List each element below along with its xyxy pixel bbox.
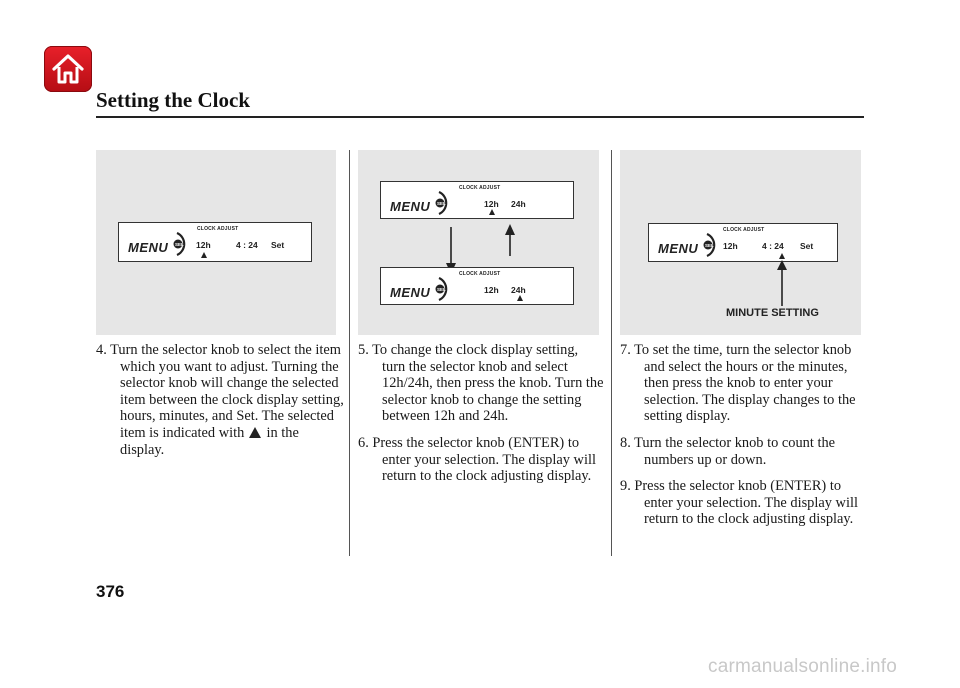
display-header: CLOCK ADJUST [723, 227, 765, 233]
step-5: 5. To change the clock display setting, turn the selector knob and select 12h/24h, then press the knob. Turn the selector knob to change the setting between 12h and 24h. [358, 342, 604, 425]
selection-indicator [489, 209, 495, 215]
display-menu-label: MENU [390, 199, 431, 214]
display-header: CLOCK ADJUST [459, 185, 501, 191]
time-value: 4 : 24 [236, 240, 258, 250]
knob-label: SEL [437, 201, 446, 206]
selector-knob-icon [171, 231, 195, 257]
column-divider [611, 150, 612, 556]
illustration-panel [96, 150, 336, 335]
step-4-text-end: in the display. [120, 424, 299, 458]
instructions-col2 [358, 342, 604, 495]
instructions-col1 [96, 342, 344, 468]
display-header: CLOCK ADJUST [197, 226, 239, 232]
title-rule [96, 116, 864, 118]
watermark: carmanualsonline.info [708, 656, 898, 677]
knob-label: SEL [175, 242, 184, 247]
column-divider [349, 150, 350, 556]
display-menu-label: MENU [658, 241, 699, 256]
callout-arrow-icon [776, 260, 788, 306]
selection-indicator [779, 253, 785, 259]
clock-display [648, 223, 838, 262]
step-9: 9. Press the selector knob (ENTER) to enter your selection. The display will return to the clock adjusting display. [620, 478, 858, 528]
selector-knob-icon [433, 190, 457, 216]
display-menu-label: MENU [128, 240, 169, 255]
format-24h: 24h [511, 199, 526, 209]
indicator-triangle-icon [249, 427, 261, 438]
minute-setting-label: MINUTE SETTING [726, 307, 819, 319]
instructions-col3 [620, 342, 866, 538]
illustration-panel [620, 150, 861, 335]
clock-display-top [380, 181, 574, 219]
selection-indicator [517, 295, 523, 301]
home-icon [50, 51, 86, 87]
step-4 [96, 342, 344, 458]
time-value: 4 : 24 [762, 241, 784, 251]
illustration-panel [358, 150, 599, 335]
clock-display-bottom [380, 267, 574, 305]
display-menu-label: MENU [390, 285, 431, 300]
page-number: 376 [96, 582, 125, 601]
display-header: CLOCK ADJUST [459, 271, 501, 277]
format-12h: 12h [723, 241, 738, 251]
format-24h: 24h [511, 285, 526, 295]
knob-label: SEL [437, 287, 446, 292]
home-button[interactable] [44, 46, 92, 92]
step-6: 6. Press the selector knob (ENTER) to enter your selection. The display will return to the clock adjusting display. [358, 434, 596, 485]
page-title: Setting the Clock [96, 88, 250, 112]
format-12h: 12h [484, 199, 499, 209]
set-label: Set [271, 240, 285, 250]
knob-label: SEL [705, 243, 714, 248]
selector-knob-icon [433, 276, 457, 302]
step-8: 8. Turn the selector knob to count the numbers up or down. [620, 434, 836, 468]
selector-knob-icon [701, 232, 725, 258]
format-12h: 12h [484, 285, 499, 295]
arrow-up-icon [504, 224, 516, 256]
format-12h: 12h [196, 240, 211, 250]
clock-display [118, 222, 312, 262]
step-4-text: 4. Turn the selector knob to select the item which you want to adjust. Turning the selector knob will change the selected item between the clock display setting, hours, minutes, and Set. The selected item is indicated with [96, 342, 344, 441]
step-7: 7. To set the time, turn the selector knob and select the hours or the minutes, then press the knob to enter your selection. The display changes to the setting display. [620, 342, 856, 425]
selection-indicator [201, 252, 207, 258]
set-label: Set [800, 241, 814, 251]
